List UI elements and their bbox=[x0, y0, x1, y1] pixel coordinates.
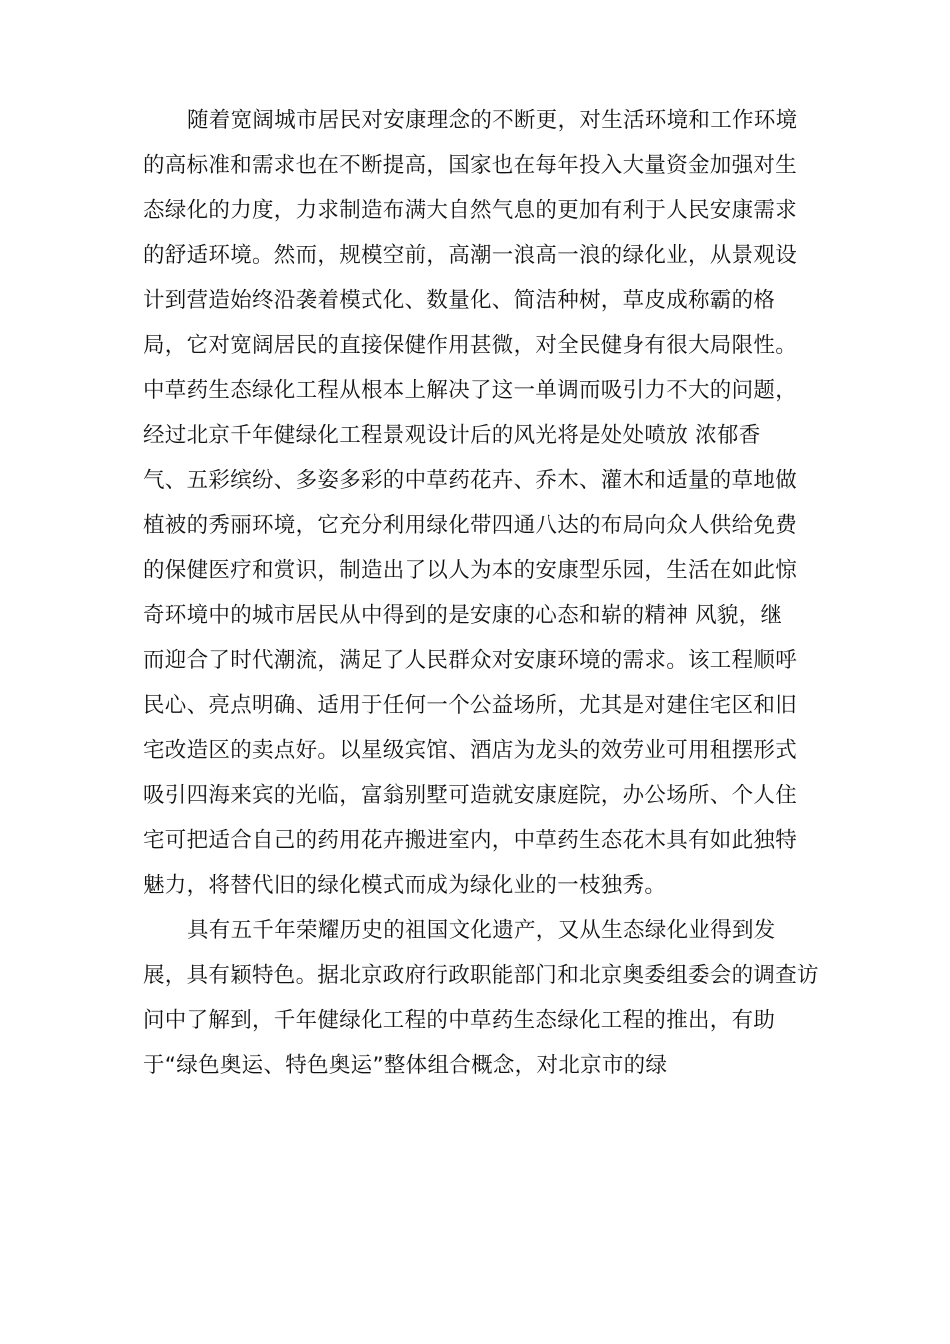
paragraph-2 bbox=[143, 908, 823, 1088]
text-line: 吸引四海来宾的光临，富翁别墅可造就安康庭院，办公场所、个人住 bbox=[143, 783, 798, 808]
text-line: 植被的秀丽环境，它充分利用绿化带四通八达的布局向众人供给免费 bbox=[143, 513, 798, 538]
text-line: 民心、亮点明确、适用于任何一个公益场所，尤其是对建住宅区和旧 bbox=[143, 693, 798, 718]
text-line: 奇环境中的城市居民从中得到的是安康的心态和崭的精神 风貌，继 bbox=[143, 603, 783, 628]
text-line: 宅可把适合自己的药用花卉搬进室内，中草药生态花木具有如此独特 bbox=[143, 828, 798, 853]
text-line: 的舒适环境。然而，规模空前，高潮一浪高一浪的绿化业，从景观设 bbox=[143, 243, 798, 268]
body-text bbox=[143, 98, 823, 1088]
text-line: 问中了解到，千年健绿化工程的中草药生态绿化工程的推出，有助 bbox=[143, 1008, 776, 1033]
text-line: 中草药生态绿化工程从根本上解决了这一单调而吸引力不大的问题， bbox=[143, 378, 798, 403]
text-line: 局，它对宽阔居民的直接保健作用甚微，对全民健身有很大局限性。 bbox=[143, 333, 798, 358]
text-line: 态绿化的力度，力求制造布满大自然气息的更加有利于人民安康需求 bbox=[143, 198, 798, 223]
text-line: 宅改造区的卖点好。以星级宾馆、酒店为龙头的效劳业可用租摆形式 bbox=[143, 738, 798, 763]
text-line: 计到营造始终沿袭着模式化、数量化、简洁种树，草皮成称霸的格 bbox=[143, 288, 776, 313]
text-line: 经过北京千年健绿化工程景观设计后的风光将是处处喷放 浓郁香 bbox=[143, 423, 761, 448]
text-line: 的保健医疗和赏识，制造出了以人为本的安康型乐园，生活在如此惊 bbox=[143, 558, 798, 583]
text-line: 魅力，将替代旧的绿化模式而成为绿化业的一枝独秀。 bbox=[143, 873, 667, 898]
text-line: 展，具有颖特色。据北京政府行政职能部门和北京奥委组委会的调查访 bbox=[143, 963, 819, 988]
text-line: 随着宽阔城市居民对安康理念的不断更，对生活环境和工作环境 bbox=[187, 108, 798, 133]
text-line: 而迎合了时代潮流，满足了人民群众对安康环境的需求。该工程顺呼 bbox=[143, 648, 798, 673]
text-line: 的高标准和需求也在不断提高，国家也在每年投入大量资金加强对生 bbox=[143, 153, 798, 178]
paragraph-1 bbox=[143, 98, 823, 908]
text-line: 具有五千年荣耀历史的祖国文化遗产，又从生态绿化业得到发 bbox=[187, 918, 776, 943]
text-line: 气、五彩缤纷、多姿多彩的中草药花卉、乔木、灌木和适量的草地做 bbox=[143, 468, 798, 493]
text-line: 于“绿色奥运、特色奥运”整体组合概念，对北京市的绿 bbox=[143, 1053, 668, 1078]
